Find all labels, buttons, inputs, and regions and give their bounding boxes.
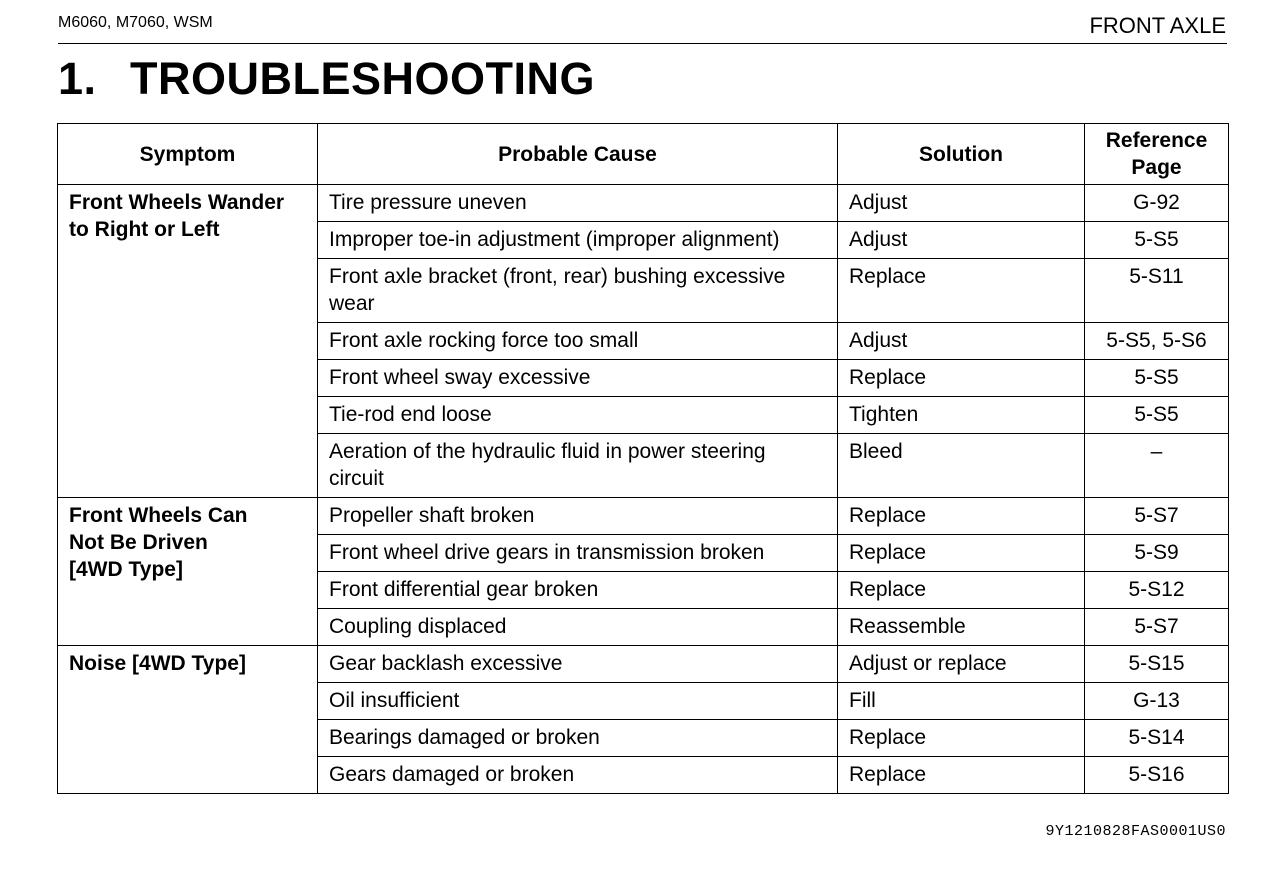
solution-cell: Tighten — [838, 397, 1085, 434]
cause-cell: Tie-rod end loose — [318, 397, 838, 434]
reference-cell: 5-S7 — [1085, 498, 1229, 535]
symptom-cell — [58, 498, 318, 646]
reference-cell: 5-S7 — [1085, 609, 1229, 646]
solution-cell: Replace — [838, 757, 1085, 794]
solution-cell: Replace — [838, 360, 1085, 397]
reference-cell: G-92 — [1085, 185, 1229, 222]
cause-cell: Aeration of the hydraulic fluid in power steering circuit — [318, 434, 838, 498]
solution-cell: Replace — [838, 498, 1085, 535]
column-header-reference: Reference Page — [1085, 124, 1229, 185]
column-header-cause: Probable Cause — [318, 124, 838, 185]
cause-cell: Front axle bracket (front, rear) bushing excessive wear — [318, 259, 838, 323]
reference-cell: 5-S12 — [1085, 572, 1229, 609]
column-header-symptom: Symptom — [58, 124, 318, 185]
solution-cell: Adjust or replace — [838, 646, 1085, 683]
reference-cell: 5-S5 — [1085, 397, 1229, 434]
symptom-cell: Noise [4WD Type] — [58, 646, 318, 794]
table-row — [58, 185, 1229, 222]
reference-cell: 5-S16 — [1085, 757, 1229, 794]
solution-cell: Adjust — [838, 222, 1085, 259]
cause-cell: Tire pressure uneven — [318, 185, 838, 222]
reference-cell: 5-S14 — [1085, 720, 1229, 757]
solution-cell: Replace — [838, 720, 1085, 757]
section-title-text: TROUBLESHOOTING — [130, 53, 595, 104]
solution-cell: Fill — [838, 683, 1085, 720]
column-header-solution: Solution — [838, 124, 1085, 185]
solution-cell: Bleed — [838, 434, 1085, 498]
table-header-row — [58, 124, 1229, 185]
cause-cell: Front wheel drive gears in transmission broken — [318, 535, 838, 572]
document-code: 9Y1210828FAS0001US0 — [1045, 823, 1226, 840]
reference-cell: – — [1085, 434, 1229, 498]
reference-cell: 5-S5 — [1085, 222, 1229, 259]
section-title — [58, 52, 595, 106]
reference-cell: 5-S5 — [1085, 360, 1229, 397]
reference-cell: 5-S9 — [1085, 535, 1229, 572]
table-row — [58, 646, 1229, 683]
reference-cell: 5-S11 — [1085, 259, 1229, 323]
cause-cell: Bearings damaged or broken — [318, 720, 838, 757]
symptom-line: Front Wheels Can — [69, 504, 248, 527]
cause-cell: Front differential gear broken — [318, 572, 838, 609]
cause-cell: Front axle rocking force too small — [318, 323, 838, 360]
symptom-line: [4WD Type] — [69, 558, 183, 581]
troubleshooting-table — [57, 123, 1229, 794]
section-number: 1. — [58, 53, 97, 104]
cause-cell: Improper toe-in adjustment (improper alignment) — [318, 222, 838, 259]
reference-cell: 5-S15 — [1085, 646, 1229, 683]
cause-cell: Propeller shaft broken — [318, 498, 838, 535]
symptom-line: Not Be Driven — [69, 531, 208, 554]
solution-cell: Replace — [838, 535, 1085, 572]
reference-cell: 5-S5, 5-S6 — [1085, 323, 1229, 360]
cause-cell: Front wheel sway excessive — [318, 360, 838, 397]
reference-cell: G-13 — [1085, 683, 1229, 720]
cause-cell: Coupling displaced — [318, 609, 838, 646]
solution-cell: Adjust — [838, 323, 1085, 360]
header-models: M6060, M7060, WSM — [58, 14, 213, 31]
symptom-cell: Front Wheels Wander to Right or Left — [58, 185, 318, 498]
header-divider — [58, 43, 1227, 44]
solution-cell: Replace — [838, 259, 1085, 323]
header-chapter-title: FRONT AXLE — [1089, 13, 1226, 38]
solution-cell: Adjust — [838, 185, 1085, 222]
cause-cell: Oil insufficient — [318, 683, 838, 720]
cause-cell: Gear backlash excessive — [318, 646, 838, 683]
table-row — [58, 498, 1229, 535]
cause-cell: Gears damaged or broken — [318, 757, 838, 794]
solution-cell: Reassemble — [838, 609, 1085, 646]
solution-cell: Replace — [838, 572, 1085, 609]
